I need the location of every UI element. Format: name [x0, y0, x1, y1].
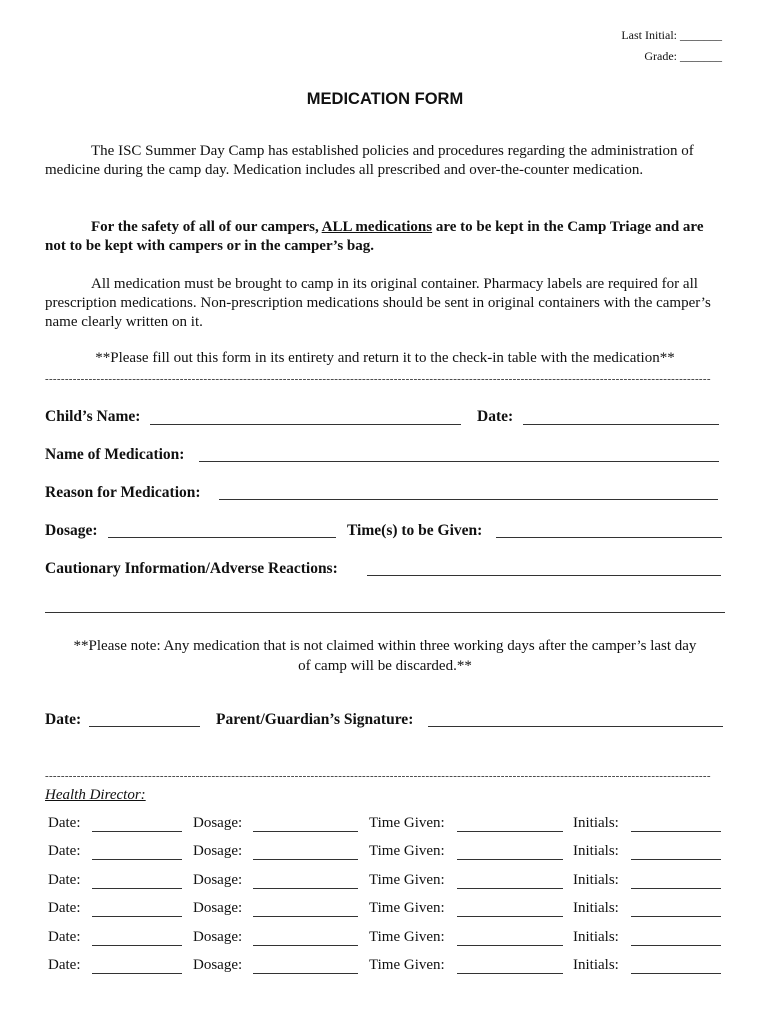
log-initials-field[interactable]	[631, 945, 721, 946]
log-time-given-field[interactable]	[457, 973, 563, 974]
grade-row	[621, 49, 722, 64]
log-dosage-label: Dosage:	[193, 815, 243, 831]
medication-name-label: Name of Medication:	[45, 446, 185, 463]
cautionary-label: Cautionary Information/Adverse Reactions:	[45, 560, 338, 577]
log-initials-field[interactable]	[631, 888, 721, 889]
safety-paragraph	[45, 218, 725, 256]
cautionary-field-extra-line[interactable]	[45, 612, 725, 613]
log-date-label: Date:	[48, 900, 81, 917]
safety-text-post: are to be kept in the Camp Triage and are not to be kept with campers or in the camper’s bag.	[45, 219, 704, 254]
log-dosage-label: Dosage:	[193, 871, 243, 888]
dosage-label: Dosage:	[45, 522, 98, 539]
signature-date-field[interactable]	[89, 726, 200, 727]
log-time-given-field[interactable]	[457, 831, 563, 832]
separator-top: ------------------------------------------------------------------------------------------------------------------------------------------------------------------------	[45, 373, 711, 385]
log-time-given-field[interactable]	[457, 916, 563, 917]
discard-note-line1: **Please note: Any medication that is not claimed within three working days after the camper’s last day	[73, 638, 697, 654]
discard-note	[45, 636, 725, 676]
log-initials-label: Initials:	[573, 928, 619, 945]
container-paragraph: All medication must be brought to camp in its original container. Pharmacy labels are required for all prescription medications. Non-prescription medications should be sent in original containers with the camper’s name clearly written on it.	[45, 276, 711, 330]
log-initials-label: Initials:	[573, 900, 619, 917]
log-dosage-field[interactable]	[253, 831, 358, 832]
log-time-given-field[interactable]	[457, 945, 563, 946]
signature-date-label: Date:	[45, 711, 82, 728]
childs-name-label: Child’s Name:	[45, 408, 141, 425]
times-field[interactable]	[496, 537, 722, 538]
page-title: MEDICATION FORM	[306, 90, 464, 108]
log-date-field[interactable]	[92, 888, 182, 889]
log-date-field[interactable]	[92, 831, 182, 832]
log-dosage-label: Dosage:	[193, 900, 243, 917]
log-time-given-field[interactable]	[457, 888, 563, 889]
times-label: Time(s) to be Given:	[347, 522, 483, 539]
last-initial-row	[621, 28, 722, 43]
last-initial-label: Last Initial:	[621, 28, 677, 42]
reason-label: Reason for Medication:	[45, 484, 201, 501]
safety-text-underlined: ALL medications	[321, 219, 433, 235]
grade-field[interactable]: _______	[680, 49, 722, 63]
log-initials-field[interactable]	[631, 831, 721, 832]
reason-field[interactable]	[219, 499, 718, 500]
instruction-text: **Please fill out this form in its entirety and return it to the check-in table with the medication**	[95, 350, 675, 366]
log-dosage-field[interactable]	[253, 916, 358, 917]
date-field[interactable]	[523, 424, 719, 425]
log-date-label: Date:	[48, 843, 81, 860]
log-initials-label: Initials:	[573, 843, 619, 860]
log-date-label: Date:	[48, 957, 81, 973]
last-initial-field[interactable]: _______	[680, 28, 722, 42]
log-date-label: Date:	[48, 815, 81, 831]
parent-signature-label: Parent/Guardian’s Signature:	[216, 711, 414, 728]
log-date-field[interactable]	[92, 945, 182, 946]
header-info	[621, 28, 722, 64]
log-dosage-field[interactable]	[253, 945, 358, 946]
parent-signature-field[interactable]	[428, 726, 723, 727]
log-dosage-field[interactable]	[253, 973, 358, 974]
separator-bottom: ------------------------------------------------------------------------------------------------------------------------------------------------------------------------	[45, 770, 711, 782]
log-time-given-label: Time Given:	[369, 928, 445, 945]
log-dosage-label: Dosage:	[193, 928, 243, 945]
log-date-label: Date:	[48, 871, 81, 888]
log-initials-label: Initials:	[573, 815, 619, 831]
log-initials-label: Initials:	[573, 957, 619, 973]
log-initials-field[interactable]	[631, 973, 721, 974]
cautionary-field[interactable]	[367, 575, 721, 576]
log-time-given-label: Time Given:	[369, 900, 445, 917]
childs-name-field[interactable]	[150, 424, 461, 425]
log-dosage-label: Dosage:	[193, 843, 243, 860]
log-time-given-label: Time Given:	[369, 815, 445, 831]
log-date-label: Date:	[48, 928, 81, 945]
log-time-given-label: Time Given:	[369, 843, 445, 860]
medication-name-field[interactable]	[199, 461, 719, 462]
health-director-heading: Health Director:	[45, 787, 146, 803]
log-date-field[interactable]	[92, 916, 182, 917]
log-date-field[interactable]	[92, 973, 182, 974]
log-dosage-label: Dosage:	[193, 957, 243, 973]
grade-label: Grade:	[644, 49, 677, 63]
log-time-given-field[interactable]	[457, 859, 563, 860]
safety-text-pre: For the safety of all of our campers,	[91, 219, 322, 235]
log-initials-label: Initials:	[573, 871, 619, 888]
log-dosage-field[interactable]	[253, 888, 358, 889]
log-initials-field[interactable]	[631, 859, 721, 860]
date-label: Date:	[477, 408, 514, 425]
log-time-given-label: Time Given:	[369, 871, 445, 888]
intro-paragraph: The ISC Summer Day Camp has established policies and procedures regarding the administration of medicine during the camp day. Medication includes all prescribed and over-the-counter medication.	[45, 143, 694, 178]
log-date-field[interactable]	[92, 859, 182, 860]
discard-note-line2: of camp will be discarded.**	[298, 658, 472, 674]
dosage-field[interactable]	[108, 537, 336, 538]
log-dosage-field[interactable]	[253, 859, 358, 860]
log-time-given-label: Time Given:	[369, 957, 445, 973]
log-initials-field[interactable]	[631, 916, 721, 917]
